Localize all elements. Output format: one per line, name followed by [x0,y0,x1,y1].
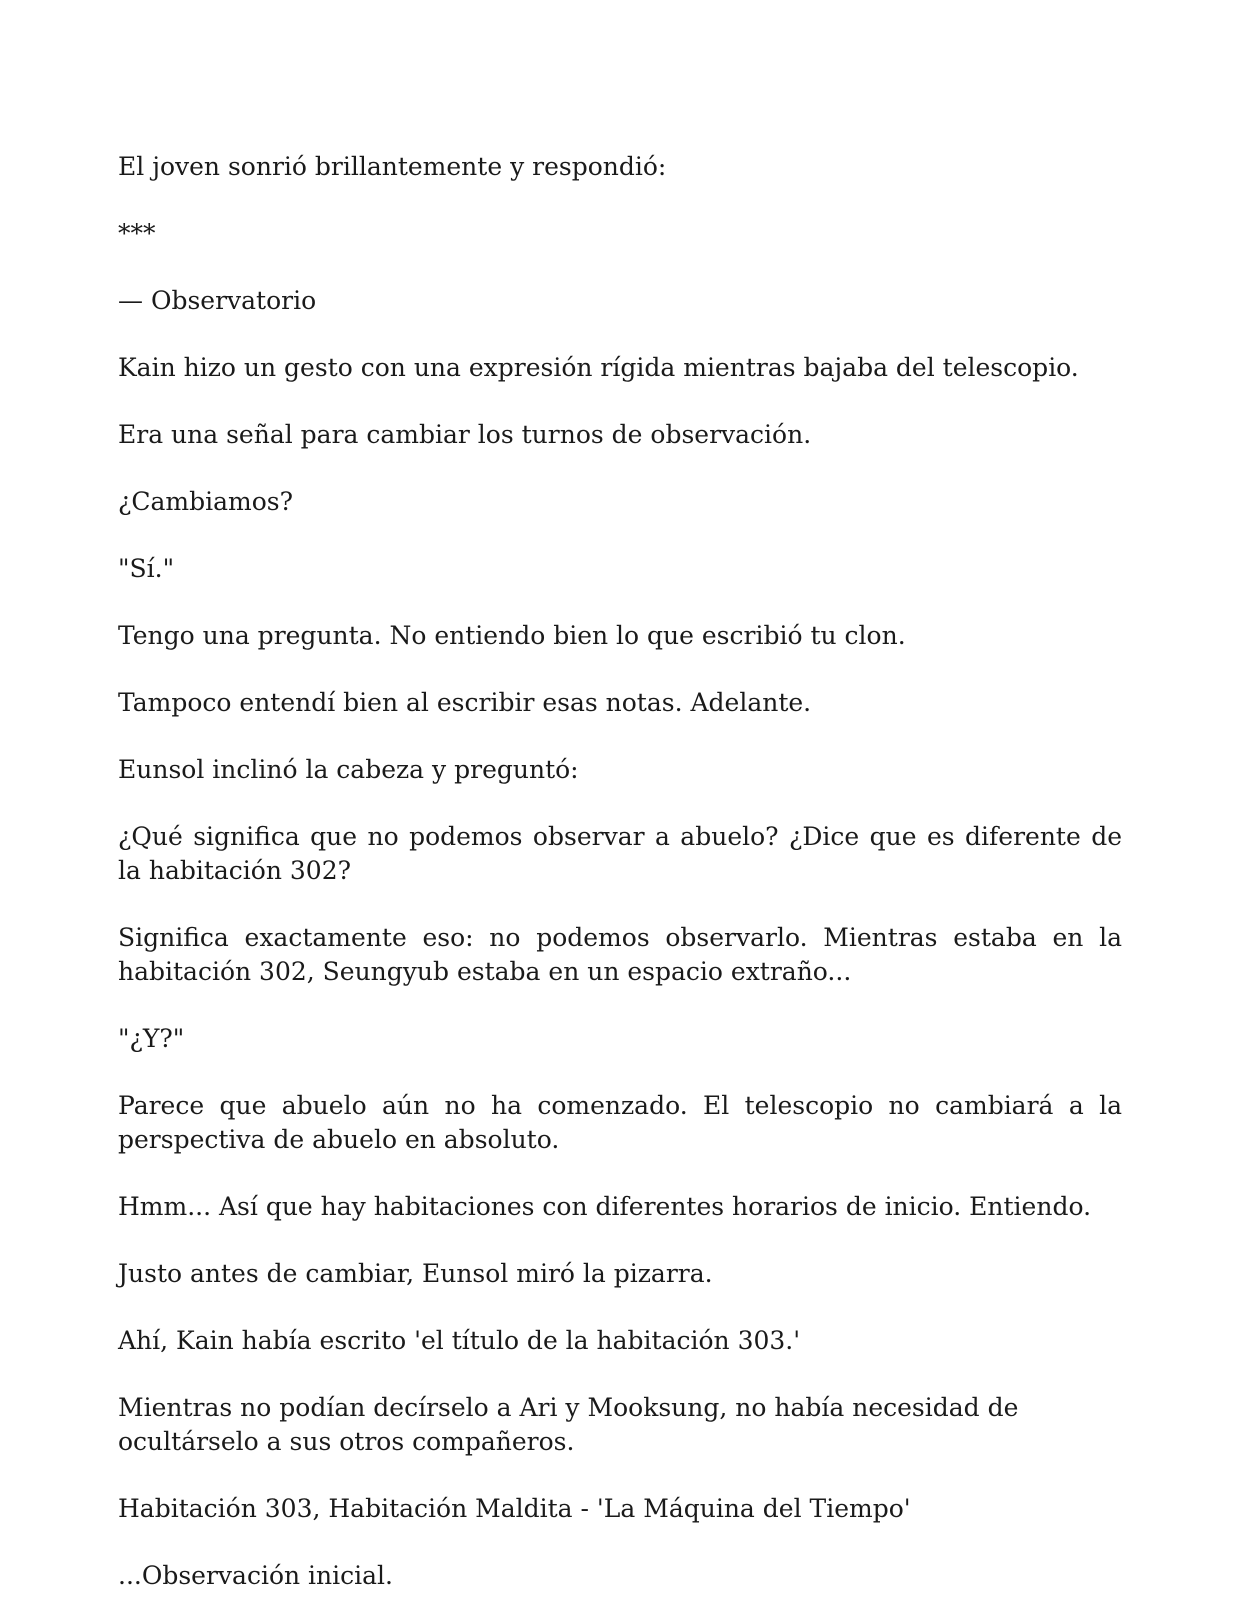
paragraph: Significa exactamente eso: no podemos observarlo. Mientras estaba en la habitación 302, Seungyub estaba en un espacio extraño... [118,923,1122,986]
paragraph: El joven sonrió brillantemente y respondió: [118,152,667,181]
paragraph: Mientras no podían decírselo a Ari y Mooksung, no había necesidad de ocultárselo a sus otros compañeros. [118,1393,1019,1456]
paragraph: Parece que abuelo aún no ha comenzado. El telescopio no cambiará a la perspectiva de abuelo en absoluto. [118,1091,1122,1154]
paragraph: ...Observación inicial. [118,1561,393,1590]
paragraph: Kain hizo un gesto con una expresión rígida mientras bajaba del telescopio. [118,353,1079,382]
scene-heading: — Observatorio [118,286,317,315]
scene-break: *** [118,219,156,248]
paragraph: ¿Qué significa que no podemos observar a abuelo? ¿Dice que es diferente de la habitación 302? [118,822,1122,885]
paragraph: ¿Cambiamos? [118,487,294,516]
paragraph: Justo antes de cambiar, Eunsol miró la pizarra. [118,1259,713,1288]
paragraph: Eunsol inclinó la cabeza y preguntó: [118,755,579,784]
document-body [118,150,1122,1617]
paragraph: "Sí." [118,554,175,583]
paragraph: Tengo una pregunta. No entiendo bien lo que escribió tu clon. [118,621,906,650]
paragraph: Era una señal para cambiar los turnos de observación. [118,420,812,449]
paragraph: Tampoco entendí bien al escribir esas notas. Adelante. [118,688,812,717]
paragraph: "¿Y?" [118,1024,185,1053]
paragraph: Hmm... Así que hay habitaciones con diferentes horarios de inicio. Entiendo. [118,1192,1092,1221]
paragraph: Habitación 303, Habitación Maldita - 'La Máquina del Tiempo' [118,1494,911,1523]
paragraph: Ahí, Kain había escrito 'el título de la habitación 303.' [118,1326,801,1355]
